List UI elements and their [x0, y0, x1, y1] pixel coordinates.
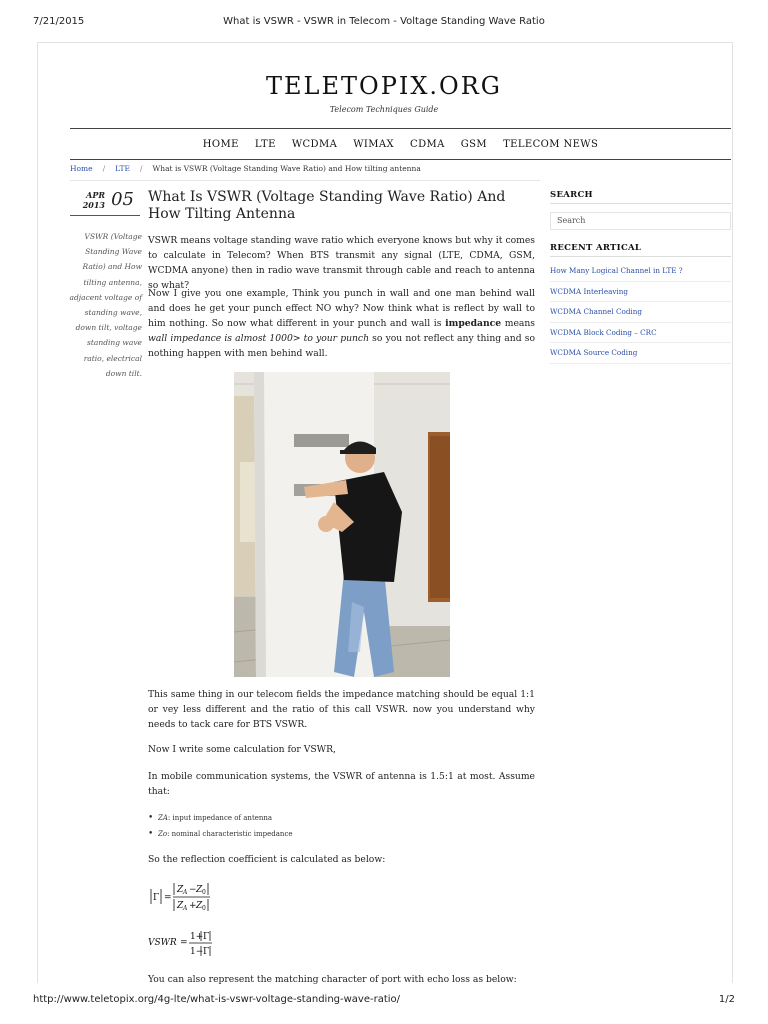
za-symbol: ZA [158, 814, 168, 822]
svg-text:VSWR: VSWR [148, 938, 177, 948]
breadcrumb-divider [70, 180, 540, 181]
print-footer [0, 994, 768, 1008]
impedance-bold: impedance [445, 318, 502, 329]
search-input[interactable]: Search [550, 212, 731, 230]
print-header [0, 16, 768, 30]
breadcrumb-current: What is VSWR (Voltage Standing Wave Ratio) and How tilting antenna [152, 164, 421, 173]
nav-item-lte[interactable]: LTE [254, 138, 276, 150]
recent-article-link[interactable]: WCDMA Channel Coding [550, 302, 731, 323]
za-definition: : input impedance of antenna [167, 814, 273, 822]
svg-text:0: 0 [202, 905, 206, 912]
search-heading: SEARCH [550, 190, 731, 204]
nav-item-home[interactable]: HOME [202, 138, 239, 150]
breadcrumb-separator: / [140, 164, 143, 173]
svg-text:−: − [189, 885, 197, 895]
impedance-definitions-list [148, 810, 535, 842]
vswr-formula-image [148, 928, 228, 958]
breadcrumb-separator: / [102, 164, 106, 173]
svg-text:Z: Z [177, 885, 184, 895]
svg-text:1−: 1− [190, 947, 204, 957]
post-date-month: APR [86, 190, 105, 200]
breadcrumb-home[interactable]: Home [70, 164, 93, 173]
nav-item-wimax[interactable]: WIMAX [353, 138, 395, 150]
paragraph-reflection-coefficient: So the reflection coefficient is calculated as below: [148, 854, 386, 865]
svg-text:+: + [189, 901, 197, 911]
recent-articles-widget [550, 243, 731, 257]
svg-text:Γ: Γ [203, 932, 210, 942]
post-title: What Is VSWR (Voltage Standing Wave Ratio) And How Tilting Antenna [148, 189, 506, 222]
recent-article-link[interactable]: WCDMA Source Coding [550, 343, 731, 364]
svg-text:Γ: Γ [203, 947, 210, 957]
paragraph-example-text-2: means [501, 318, 535, 329]
post-date [70, 190, 136, 216]
svg-text:A: A [183, 889, 188, 896]
print-page-number: 1/2 [718, 994, 735, 1005]
paragraph-echo-loss: You can also represent the matching character of port with echo loss as below: [148, 974, 517, 985]
svg-text:Z: Z [196, 885, 203, 895]
print-date: 7/21/2015 [33, 16, 85, 27]
recent-articles-heading: RECENT ARTICAL [550, 243, 731, 257]
recent-article-link[interactable]: WCDMA Interleaving [550, 282, 731, 303]
reflection-coefficient-formula-image [148, 880, 228, 914]
paragraph-example-text-3: so you not reflect any thing and so nothing happen with men behind wall. [148, 333, 535, 359]
sidebar-search-widget [550, 190, 731, 230]
breadcrumb [70, 164, 421, 173]
zo-definition: : nominal characteristic impedance [167, 830, 293, 838]
main-nav [70, 128, 731, 160]
breadcrumb-lte[interactable]: LTE [115, 164, 130, 173]
svg-text:Z: Z [196, 901, 203, 911]
paragraph-impedance-matching: This same thing in our telecom fields the impedance matching should be equal 1:1 or vey less different and the ratio of this call VSWR. now you understand why needs to tack care for BTS VSWR. [148, 689, 535, 730]
paragraph-calculation-intro: Now I write some calculation for VSWR, [148, 744, 336, 755]
post-tags[interactable]: VSWR (Voltage Standing Wave Ratio) and How tilting antenna, adjacent voltage of standing wave, down tilt, voltage standing wave ratio, electrical down tilt. [69, 232, 142, 378]
paragraph-assumption: In mobile communication systems, the VSWR of antenna is 1.5:1 at most. Assume that: [148, 771, 535, 797]
svg-text:=: = [164, 893, 172, 903]
recent-articles-list [550, 261, 731, 364]
recent-article-link[interactable]: WCDMA Block Coding – CRC [550, 323, 731, 344]
site-tagline: Telecom Techniques Guide [329, 105, 439, 114]
nav-item-gsm[interactable]: GSM [460, 138, 488, 150]
date-divider [70, 215, 140, 216]
site-title[interactable]: TELETOPIX.ORG [266, 72, 502, 100]
print-url: http://www.teletopix.org/4g-lte/what-is-vswr-voltage-standing-wave-ratio/ [33, 994, 401, 1005]
nav-item-wcdma[interactable]: WCDMA [291, 138, 338, 150]
post-date-year: 2013 [82, 200, 105, 210]
paragraph-example [148, 286, 535, 361]
man-punching-wall-photo [234, 372, 450, 677]
post-date-day: 05 [111, 189, 134, 210]
paragraph-example-text-1: Now I give you one example, Think you punch in wall and one man behind wall and does he get your punch effect NO why? Now think what is reflect by wall to him nothing. So now what different in your punch and wall is [148, 288, 535, 329]
svg-text:Γ: Γ [153, 893, 160, 903]
wall-impedance-italic: wall impedance is almost 1000> to your punch [148, 333, 369, 344]
svg-text:1+: 1+ [190, 932, 204, 942]
svg-text:A: A [183, 905, 188, 912]
print-doc-title: What is VSWR - VSWR in Telecom - Voltage Standing Wave Ratio [223, 16, 545, 27]
zo-symbol: Zo [158, 830, 168, 838]
list-item [148, 826, 535, 842]
svg-text:0: 0 [202, 889, 206, 896]
nav-item-telecom-news[interactable]: TELECOM NEWS [503, 138, 599, 150]
svg-text:=: = [180, 938, 188, 948]
paragraph-intro: VSWR means voltage standing wave ratio which everyone knows but why it comes to calculate in Telecom? When BTS transmit any signal (LTE, CDMA, GSM, WCDMA anyone) then in radio wave transmit through cable and reach to antenna so what? [148, 235, 535, 291]
recent-article-link[interactable]: How Many Logical Channel in LTE ? [550, 261, 731, 282]
list-item [148, 810, 535, 826]
nav-item-cdma[interactable]: CDMA [410, 138, 445, 150]
svg-text:Z: Z [177, 901, 184, 911]
